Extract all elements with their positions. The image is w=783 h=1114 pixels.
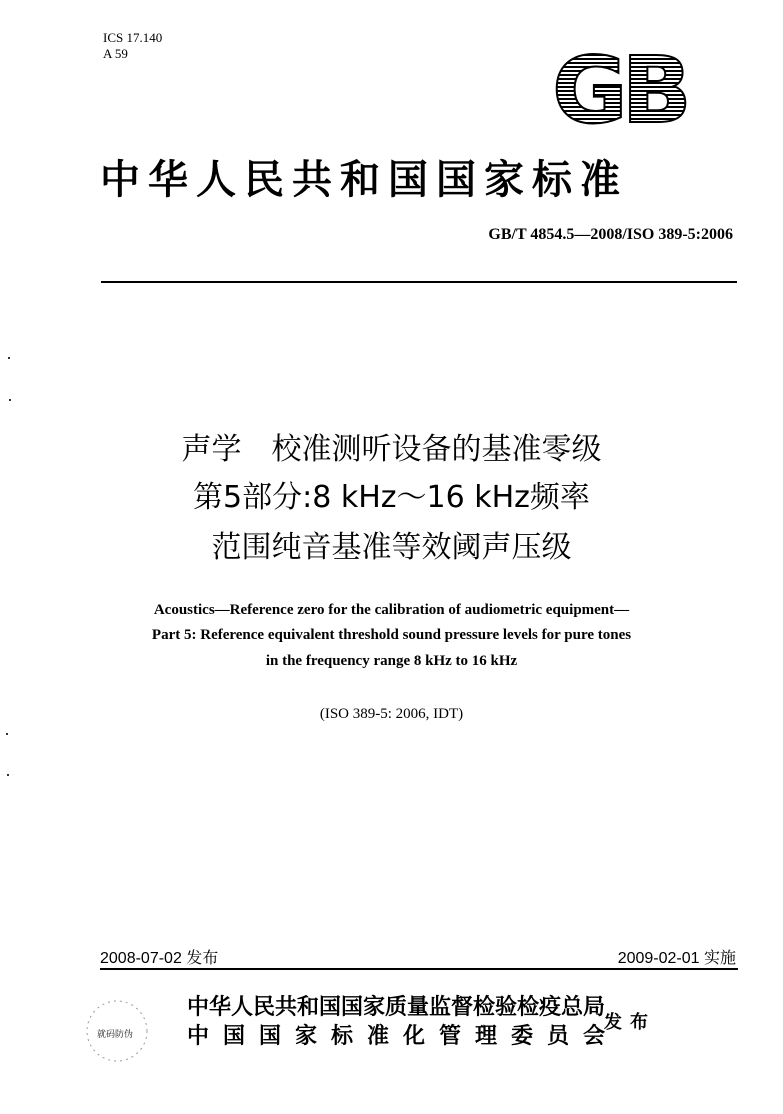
scan-speck (6, 733, 8, 735)
ics-code: ICS 17.140 (103, 30, 163, 45)
scan-speck (8, 357, 10, 359)
title-cn-line3: 范围纯音基准等效阈声压级 (211, 530, 572, 565)
classification-codes (103, 30, 162, 62)
issue-date: 2008-07-02 发布 (100, 950, 219, 967)
scan-speck (9, 399, 11, 401)
title-cn-line2: 第5部分:8 kHz～16 kHz频率 (193, 480, 590, 515)
footer-divider (100, 968, 738, 970)
publish-label: 发布 (604, 1012, 656, 1033)
svg-text:GB: GB (552, 42, 686, 134)
title-cn-line1: 声学 校准测听设备的基准零级 (181, 432, 602, 467)
gb-logo (540, 42, 698, 134)
publisher-aqsiq: 中华人民共和国国家质量监督检验检疫总局 (187, 995, 606, 1020)
scan-speck (7, 774, 9, 776)
svg-text:就码防伪: 就码防伪 (96, 1030, 134, 1040)
header-divider (101, 281, 737, 283)
ccs-code: A 59 (103, 46, 128, 61)
adoption-note: (ISO 389-5: 2006, IDT) (319, 706, 464, 722)
title-en-line1: Acoustics—Reference zero for the calibration of audiometric equipment— (153, 602, 630, 618)
standard-code: GB/T 4854.5—2008/ISO 389-5:2006 (488, 226, 733, 243)
title-en-line3: in the frequency range 8 kHz to 16 kHz (265, 653, 518, 669)
anti-counterfeit-stamp (70, 985, 165, 1065)
publisher-sac: 中国国家标准化管理委员会 (187, 1024, 620, 1049)
implementation-date: 2009-02-01 实施 (617, 950, 736, 967)
national-standard-heading: 中华人民共和国国家标准 (100, 157, 628, 203)
title-en-line2: Part 5: Reference equivalent threshold sound pressure levels for pure tones (151, 627, 632, 643)
